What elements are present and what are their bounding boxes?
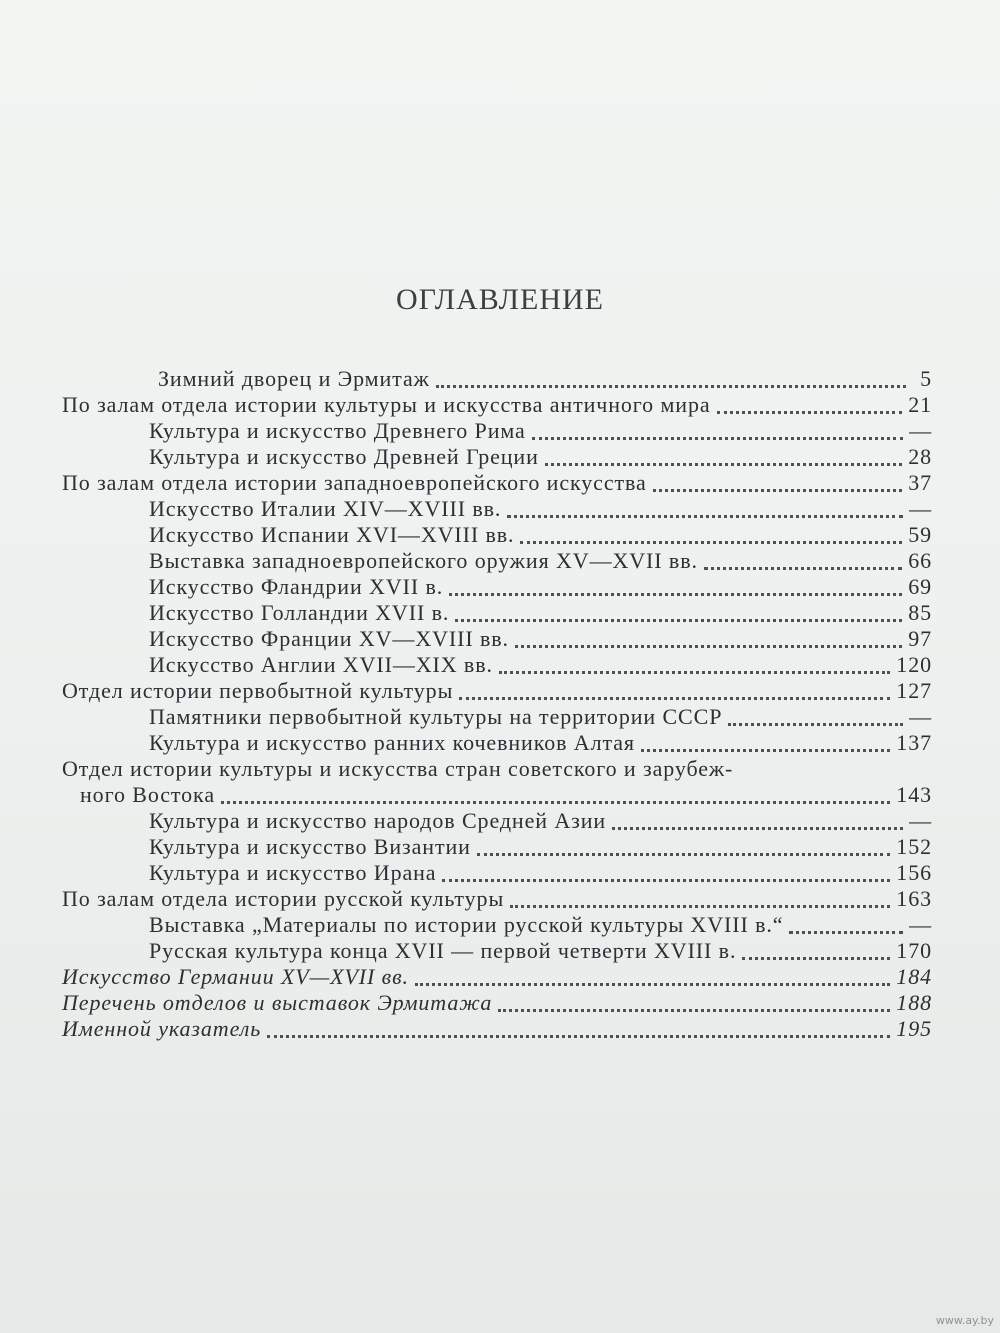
- toc-page-number: —: [909, 704, 932, 729]
- toc-page-number: —: [909, 808, 932, 833]
- toc-entry-label: Искусство Фландрии XVII в.: [149, 574, 444, 599]
- toc-entry-label: Русская культура конца XVII — первой четверти XVIII в.: [149, 938, 737, 963]
- toc-entry: [149, 938, 932, 965]
- toc-entry: [149, 808, 932, 835]
- toc-page-number: 163: [896, 886, 932, 911]
- toc-page-number: 137: [896, 730, 932, 755]
- toc-leader-dots: [789, 931, 903, 934]
- toc-entry-label: Именной указатель: [62, 1016, 262, 1041]
- toc-entry: [149, 600, 932, 627]
- toc-page-number: 152: [896, 834, 932, 859]
- toc-page-number: 59: [908, 522, 932, 547]
- toc-page-number: 184: [896, 964, 932, 989]
- toc-entry-label: Перечень отделов и выставок Эрмитажа: [62, 990, 493, 1015]
- toc-page-number: 156: [896, 860, 932, 885]
- toc-entry-label: Искусство Испании XVI—XVIII вв.: [149, 522, 515, 547]
- toc-page-number: 28: [908, 444, 932, 469]
- toc-entry: [62, 678, 932, 705]
- toc-leader-dots: [520, 541, 902, 544]
- toc-leader-dots: [510, 905, 890, 908]
- toc-leader-dots: [459, 697, 890, 700]
- toc-entry-label: Искусство Франции XV—XVIII вв.: [149, 626, 509, 651]
- toc-leader-dots: [717, 411, 903, 414]
- toc-entry-label: Искусство Италии XIV—XVIII вв.: [149, 496, 502, 521]
- toc-page-number: —: [909, 418, 932, 443]
- toc-entry-label: По залам отдела истории культуры и искусства античного мира: [62, 392, 711, 417]
- toc-leader-dots: [515, 645, 902, 648]
- toc-entry: [62, 886, 932, 913]
- toc-entry: [149, 730, 932, 757]
- toc-entry-label: Выставка „Материалы по истории русской культуры XVIII в.“: [149, 912, 784, 937]
- toc-entry: [149, 652, 932, 679]
- toc-entry: [149, 704, 932, 731]
- toc-leader-dots: [532, 437, 903, 440]
- toc-page-number: 170: [896, 938, 932, 963]
- toc-entry: [149, 548, 932, 575]
- toc-entry-label: Искусство Голландии XVII в.: [149, 600, 450, 625]
- toc-entry: [149, 860, 932, 887]
- toc-leader-dots: [415, 983, 890, 986]
- toc-page-number: 195: [896, 1016, 932, 1041]
- toc-entry-label: По залам отдела истории русской культуры: [62, 886, 505, 911]
- toc-entry: [62, 990, 932, 1017]
- toc-entry: [149, 574, 932, 601]
- toc-leader-dots: [507, 515, 903, 518]
- toc-entry: [62, 470, 932, 497]
- toc-leader-dots: [742, 957, 890, 960]
- toc-page-number: 85: [908, 600, 932, 625]
- toc-leader-dots: [267, 1035, 890, 1038]
- toc-page-number: 188: [896, 990, 932, 1015]
- toc-entry: [62, 1016, 932, 1043]
- toc-entry-label: ного Востока: [80, 782, 215, 807]
- toc-page-number: 120: [896, 652, 932, 677]
- toc-entry: [62, 756, 932, 783]
- toc-entry-label: Культура и искусство ранних кочевников Алтая: [149, 730, 635, 755]
- toc-leader-dots: [455, 619, 902, 622]
- toc-leader-dots: [477, 853, 890, 856]
- toc-entry-label: Культура и искусство Древнего Рима: [149, 418, 526, 443]
- toc-leader-dots: [653, 489, 903, 492]
- toc-leader-dots: [728, 723, 903, 726]
- toc-entry-label: Искусство Германии XV—XVII вв.: [62, 964, 409, 989]
- toc-leader-dots: [499, 671, 890, 674]
- toc-leader-dots: [221, 801, 890, 804]
- toc-leader-dots: [498, 1009, 890, 1012]
- toc-leader-dots: [641, 749, 890, 752]
- toc-leader-dots: [449, 593, 902, 596]
- toc-page-number: —: [909, 912, 932, 937]
- toc-entry-label: Культура и искусство Византии: [149, 834, 471, 859]
- toc-entry: [149, 522, 932, 549]
- toc-entry: [149, 418, 932, 445]
- toc-entry-label: Зимний дворец и Эрмитаж: [158, 366, 430, 391]
- toc-entry: [158, 366, 932, 393]
- toc-entry: [149, 834, 932, 861]
- toc-entry: [149, 912, 932, 939]
- toc-entry-label: Отдел истории культуры и искусства стран советского и зарубеж-: [62, 756, 734, 781]
- toc-entry-label: Отдел истории первобытной культуры: [62, 678, 454, 703]
- toc-page-number: 21: [908, 392, 932, 417]
- toc-leader-dots: [704, 567, 902, 570]
- toc-entry-label: Культура и искусство Древней Греции: [149, 444, 539, 469]
- page-title: ОГЛАВЛЕНИЕ: [396, 283, 604, 316]
- toc-page-number: 37: [908, 470, 932, 495]
- toc-entry: [62, 392, 932, 419]
- toc-leader-dots: [436, 385, 906, 388]
- toc-entry-label: Искусство Англии XVII—XIX вв.: [149, 652, 493, 677]
- toc-entry: [62, 964, 932, 991]
- toc-entry-label: По залам отдела истории западноевропейского искусства: [62, 470, 647, 495]
- toc-entry: [80, 782, 932, 809]
- toc-page-number: 127: [896, 678, 932, 703]
- toc-entry-label: Культура и искусство народов Средней Азии: [149, 808, 607, 833]
- toc-page-number: 66: [908, 548, 932, 573]
- toc-entry: [149, 444, 932, 471]
- toc-entry: [149, 626, 932, 653]
- toc-leader-dots: [545, 463, 902, 466]
- watermark: www.ay.by: [935, 1314, 994, 1327]
- toc-page-number: 5: [920, 366, 932, 391]
- toc-page-number: 97: [908, 626, 932, 651]
- toc-entry-label: Выставка западноевропейского оружия XV—XVII вв.: [149, 548, 698, 573]
- toc-leader-dots: [442, 879, 890, 882]
- toc-entry: [149, 496, 932, 523]
- toc-page-number: —: [909, 496, 932, 521]
- toc-entry-label: Культура и искусство Ирана: [149, 860, 437, 885]
- toc-leader-dots: [612, 827, 903, 830]
- toc-page-number: 69: [908, 574, 932, 599]
- toc-page-number: 143: [896, 782, 932, 807]
- toc-entry-label: Памятники первобытной культуры на территории СССР: [149, 704, 723, 729]
